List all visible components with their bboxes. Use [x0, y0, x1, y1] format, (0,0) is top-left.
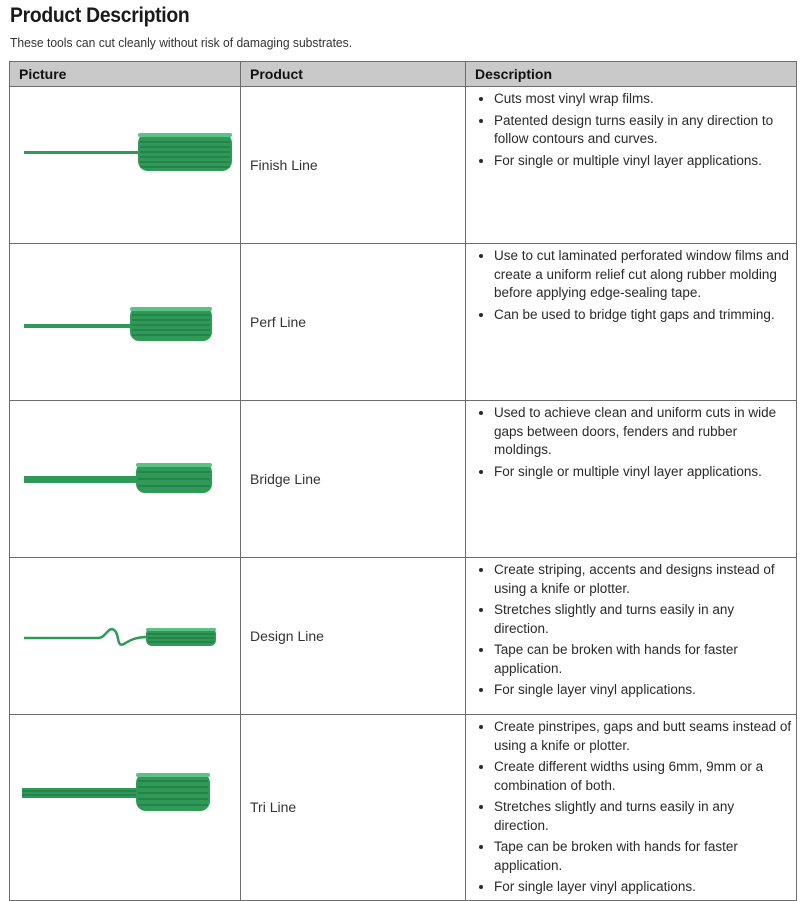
table-row [10, 87, 797, 244]
table-row [10, 244, 797, 401]
picture-cell [10, 244, 241, 401]
product-name: Perf Line [241, 244, 466, 401]
description-cell [466, 715, 797, 901]
description-bullet: • Create pinstripes, gaps and butt seams instead of using a knife or plotter. [494, 718, 792, 755]
description-bullet: • Tape can be broken with hands for faster application. [494, 838, 792, 875]
description-bullet: • Used to achieve clean and uniform cuts in wide gaps between doors, fenders and rubber moldings. [494, 404, 792, 460]
description-bullet: • For single layer vinyl applications. [494, 681, 792, 700]
description-bullet: • Create striping, accents and designs instead of using a knife or plotter. [494, 561, 792, 598]
picture-cell [10, 87, 241, 244]
design-line-tape-roll-image [10, 558, 241, 715]
table-header-row [10, 62, 797, 87]
page-title: Product Description [10, 4, 190, 27]
description-bullet: • For single or multiple vinyl layer applications. [494, 463, 792, 482]
bridge-line-tape-roll-image [10, 401, 241, 558]
picture-cell [10, 715, 241, 901]
product-name: Bridge Line [241, 401, 466, 558]
description-bullet: • Cuts most vinyl wrap films. [494, 90, 792, 109]
product-name: Design Line [241, 558, 466, 715]
description-bullet: • Stretches slightly and turns easily in any direction. [494, 798, 792, 835]
table-row [10, 401, 797, 558]
description-bullet: • For single layer vinyl applications. [494, 878, 792, 897]
table-row [10, 558, 797, 715]
product-table [9, 61, 797, 901]
finish-line-tape-roll-image [10, 87, 241, 244]
product-name: Finish Line [241, 87, 466, 244]
picture-cell [10, 401, 241, 558]
column-header-description: Description [466, 62, 797, 87]
description-cell [466, 244, 797, 401]
tri-line-tape-roll-image [10, 715, 241, 872]
description-cell [466, 558, 797, 715]
description-bullet: • For single or multiple vinyl layer applications. [494, 152, 792, 171]
perf-line-tape-roll-image [10, 244, 241, 401]
page-subtitle: These tools can cut cleanly without risk of damaging substrates. [10, 35, 353, 50]
description-cell [466, 87, 797, 244]
description-bullet: • Tape can be broken with hands for faster application. [494, 641, 792, 678]
table-row [10, 715, 797, 901]
column-header-picture: Picture [10, 62, 241, 87]
column-header-product: Product [241, 62, 466, 87]
description-bullet: • Can be used to bridge tight gaps and trimming. [494, 306, 792, 325]
description-bullet: • Create different widths using 6mm, 9mm or a combination of both. [494, 758, 792, 795]
description-bullet: • Use to cut laminated perforated window films and create a uniform relief cut along rubber molding before applying edge-sealing tape. [494, 247, 792, 303]
description-bullet: • Patented design turns easily in any direction to follow contours and curves. [494, 112, 792, 149]
picture-cell [10, 558, 241, 715]
description-cell [466, 401, 797, 558]
description-bullet: • Stretches slightly and turns easily in any direction. [494, 601, 792, 638]
product-name: Tri Line [241, 715, 466, 901]
